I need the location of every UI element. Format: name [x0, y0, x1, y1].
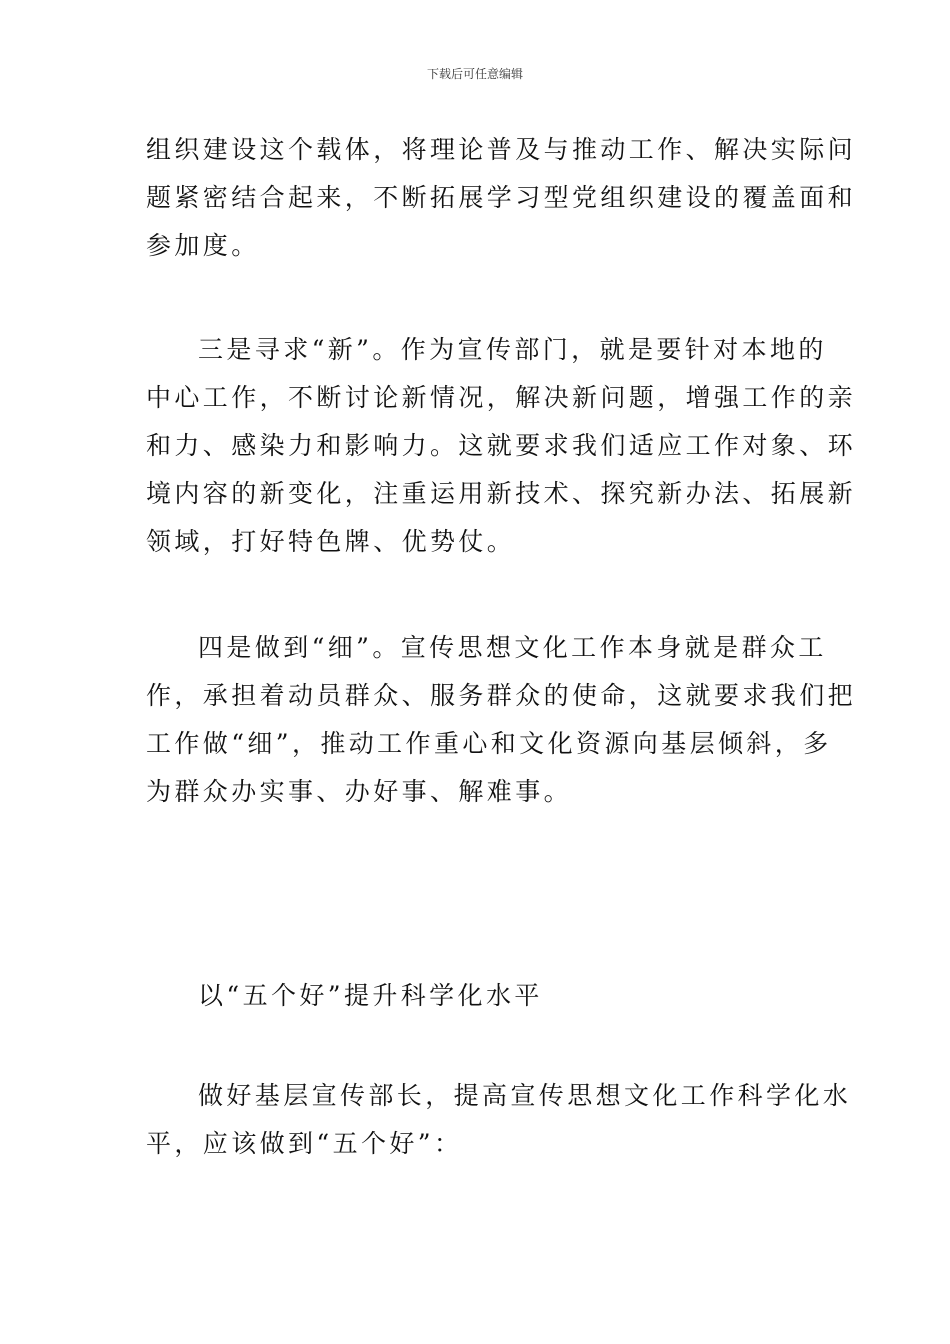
page-header: 下载后可任意编辑: [426, 67, 523, 81]
section-heading: [146, 972, 806, 1020]
paragraph-continuation: [146, 126, 857, 270]
heading-line: 以“五个好”提升科学化水平: [198, 981, 543, 1010]
text-line: 组织建设这个载体，将理论普及与推动工作、解决实际问: [146, 135, 857, 164]
text-line: 和力、感染力和影响力。这就要求我们适应工作对象、环: [146, 431, 857, 460]
text-line: 为群众办实事、办好事、解难事。: [146, 777, 573, 806]
paragraph-be-detailed: [146, 624, 857, 816]
text-line: 参加度。: [146, 231, 260, 260]
text-line: 领域，打好特色牌、优势仗。: [146, 527, 516, 556]
text-line: 四是做到“细”。宣传思想文化工作本身就是群众工: [198, 633, 827, 662]
text-line: 境内容的新变化，注重运用新技术、探究新办法、拓展新: [146, 479, 857, 508]
text-line: 平，应该做到“五个好”：: [146, 1129, 463, 1158]
text-line: 三是寻求“新”。作为宣传部门，就是要针对本地的: [198, 335, 827, 364]
text-line: 中心工作，不断讨论新情况，解决新问题，增强工作的亲: [146, 383, 857, 412]
text-line: 做好基层宣传部长，提高宣传思想文化工作科学化水: [198, 1081, 852, 1110]
text-line: 工作做“细”，推动工作重心和文化资源向基层倾斜，多: [146, 729, 832, 758]
paragraph-seek-new: [146, 326, 857, 566]
paragraph-five-goods: [146, 1072, 852, 1168]
text-line: 题紧密结合起来，不断拓展学习型党组织建设的覆盖面和: [146, 183, 857, 212]
text-line: 作，承担着动员群众、服务群众的使命，这就要求我们把: [146, 681, 857, 710]
